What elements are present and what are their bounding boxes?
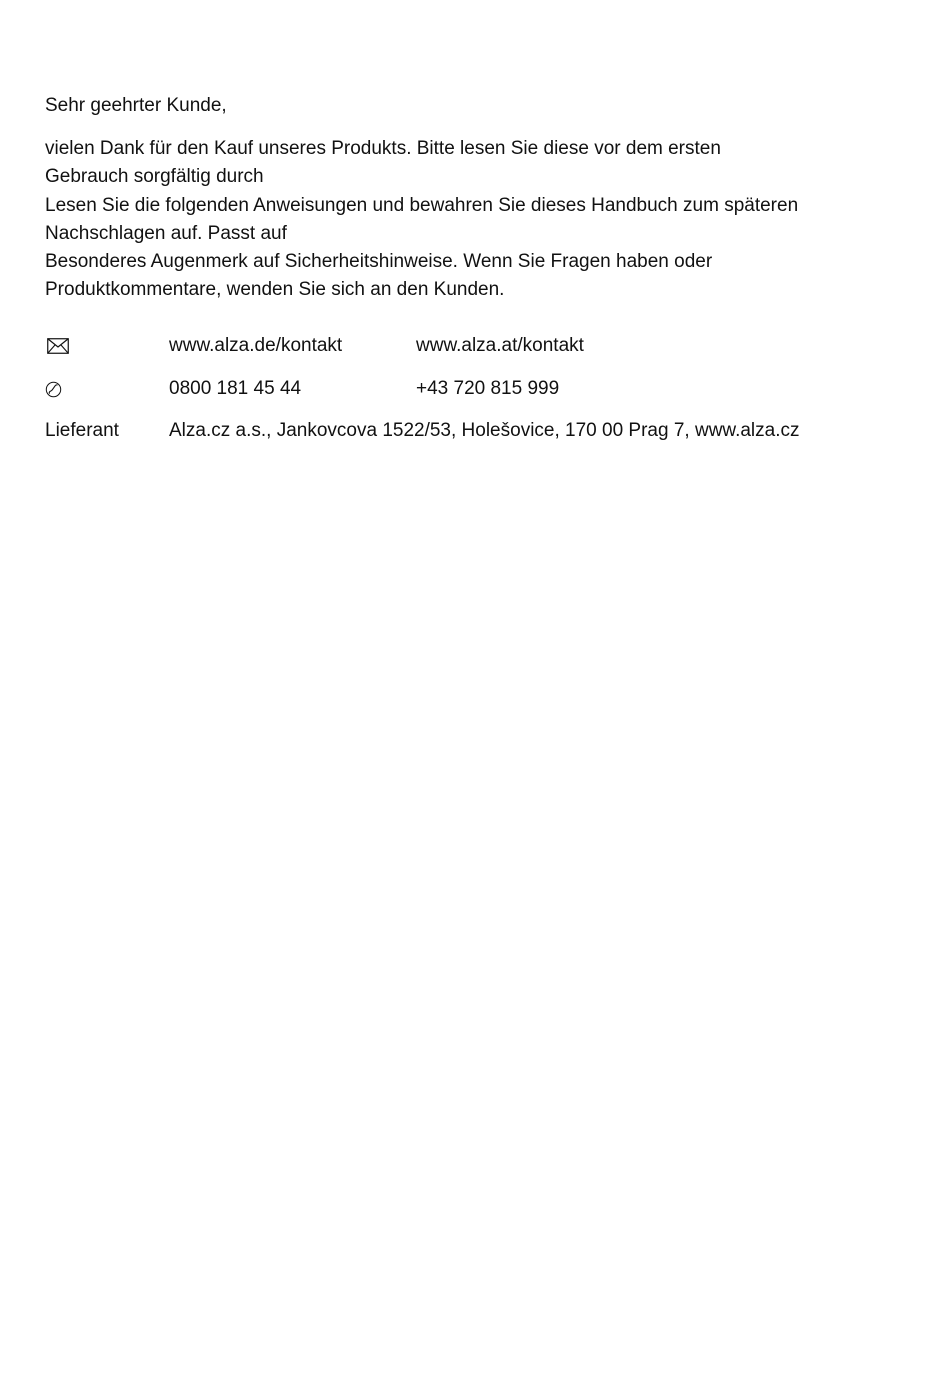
supplier-address: Alza.cz a.s., Jankovcova 1522/53, Holešovice, 170 00 Prag 7, www.alza.cz <box>169 420 800 441</box>
intro-paragraph <box>45 135 905 305</box>
email-link-de[interactable]: www.alza.de/kontakt <box>169 335 343 356</box>
intro-line: Besonderes Augenmerk auf Sicherheitshinweise. Wenn Sie Fragen haben oder <box>45 251 713 273</box>
intro-line: Lesen Sie die folgenden Anweisungen und bewahren Sie dieses Handbuch zum späteren <box>45 194 799 216</box>
intro-line: Nachschlagen auf. Passt auf <box>45 222 287 244</box>
supplier-row <box>45 418 905 444</box>
intro-line: Produktkommentare, wenden Sie sich an den Kunden. <box>45 279 505 301</box>
phone-number-at[interactable]: +43 720 815 999 <box>416 378 560 399</box>
greeting: Sehr geehrter Kunde, <box>45 95 227 116</box>
email-link-at[interactable]: www.alza.at/kontakt <box>416 335 584 356</box>
email-contact-row <box>45 333 905 359</box>
intro-line: Gebrauch sorgfältig durch <box>45 166 264 188</box>
intro-line: vielen Dank für den Kauf unseres Produkts. Bitte lesen Sie diese vor dem ersten <box>45 138 721 159</box>
phone-contact-row <box>45 376 905 402</box>
supplier-label: Lieferant <box>45 420 119 441</box>
phone-number-de[interactable]: 0800 181 45 44 <box>169 378 302 399</box>
